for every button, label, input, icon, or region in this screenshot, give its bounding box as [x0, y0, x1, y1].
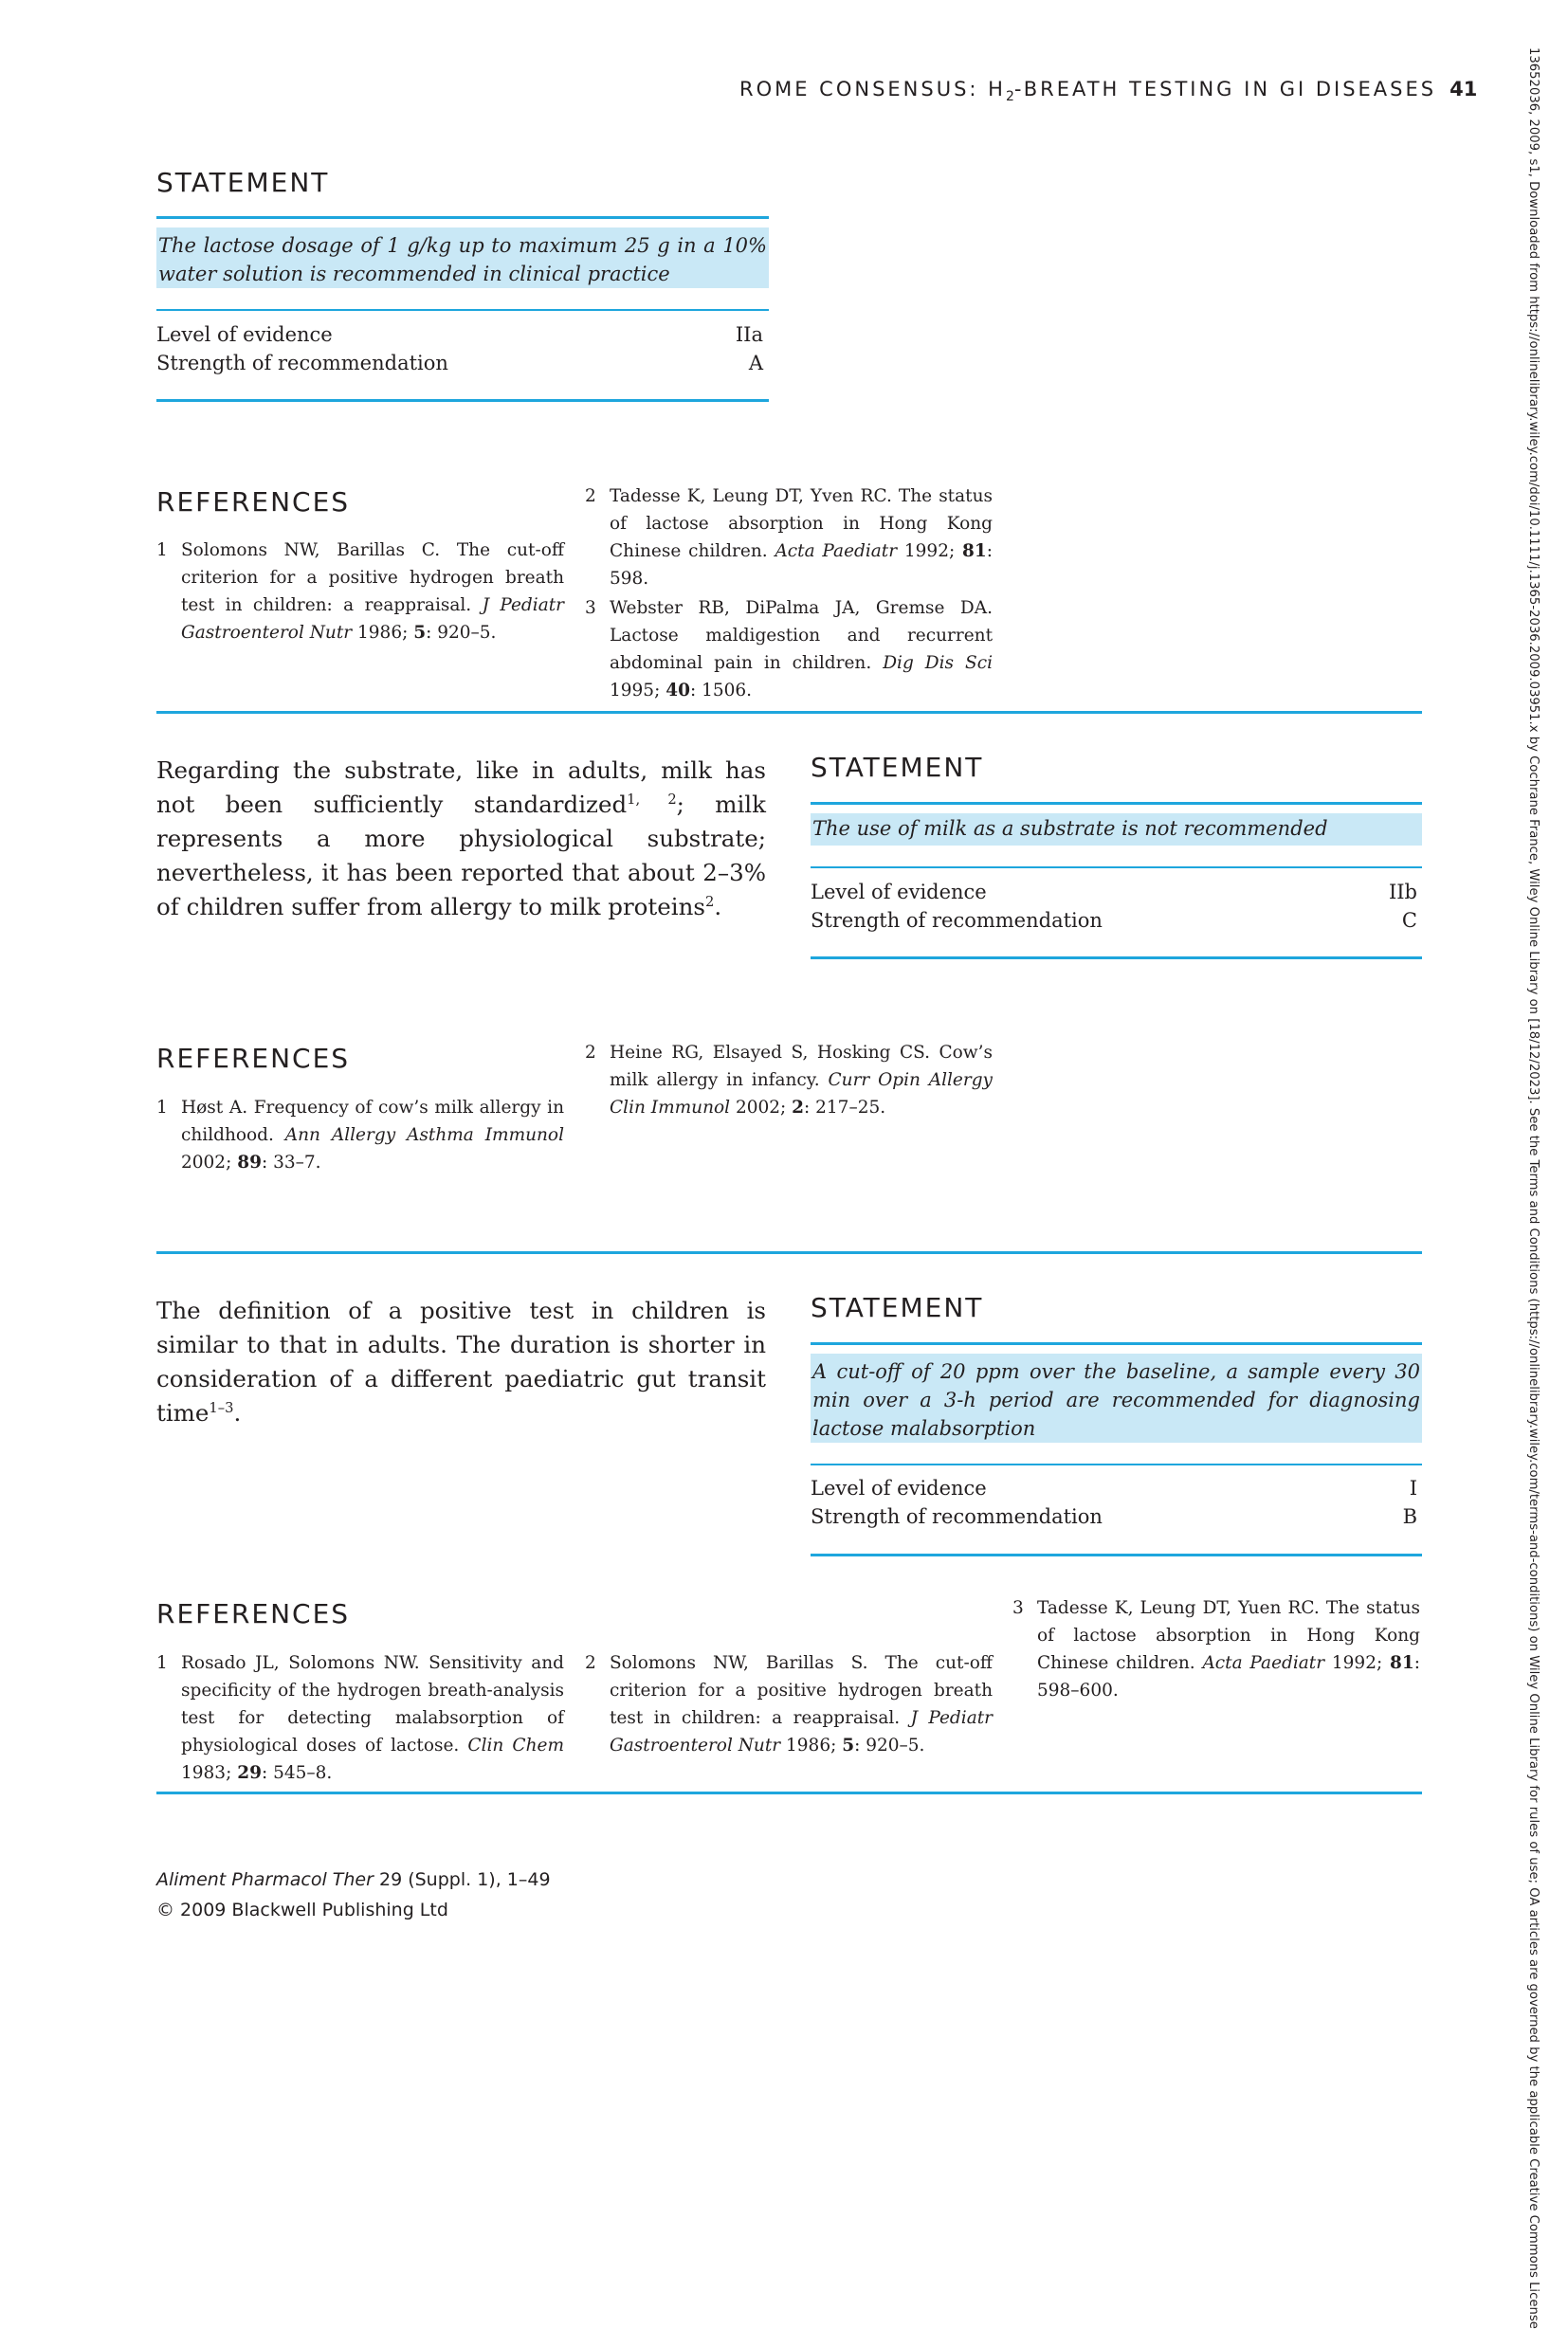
strength-label: Strength of recommendation [156, 352, 448, 374]
reference-item: 1 Høst A. Frequency of cow’s milk allergy in childhood. Ann Allergy Asthma Immunol 2002; 89: 33–7. [156, 1098, 564, 1173]
download-note: 13652036, 2009, s1, Downloaded from https://onlinelibrary.wiley.com/doi/10.1111/j.1365-2036.2009.03951.x by Cochrane France, Wiley Online Library on [18/12/2023]. See the Terms and Conditions (https://onlinelibrary.wiley.com/terms-and-conditions) on Wiley Online Library for rules of use; OA articles are governed by the applicable Creative Commons License [1526, 47, 1541, 2329]
evidence-table [156, 320, 763, 377]
statement-bottom-rule [811, 1554, 1422, 1556]
reference-item: 2 Heine RG, Elsayed S, Hosking CS. Cow’s milk allergy in infancy. Curr Opin Allergy Clin Immunol 2002; 2: 217–25. [585, 1043, 994, 1118]
reference-list [156, 1094, 564, 1176]
copyright: © 2009 Blackwell Publishing Ltd [156, 1900, 448, 1920]
strength-label: Strength of recommendation [811, 909, 1103, 932]
level-value: I [1409, 1477, 1417, 1500]
statement-bottom-rule [156, 399, 769, 402]
reference-item: 2 Solomons NW, Barillas S. The cut-off criterion for a positive hydrogen breath test in children: a reappraisal. J Pediatr Gastroenterol Nutr 1986; 5: 920–5. [585, 1653, 994, 1756]
reference-list [585, 1649, 993, 1759]
statement-top-rule [811, 802, 1422, 805]
statement-top-rule [156, 216, 769, 219]
level-label: Level of evidence [156, 323, 333, 346]
reference-item: 3 Tadesse K, Leung DT, Yuen RC. The status of lactose absorption in Hong Kong Chinese children. Acta Paediatr 1992; 81: 598–600. [1012, 1598, 1420, 1701]
references-heading: REFERENCES [156, 1043, 351, 1074]
level-value: IIb [1388, 881, 1417, 903]
reference-item: 1 Rosado JL, Solomons NW. Sensitivity and specificity of the hydrogen breath-analysis test for detecting malabsorption of physiological doses of lactose. Clin Chem 1983; 29: 545–8. [156, 1653, 564, 1783]
evidence-table [811, 878, 1417, 935]
running-header [739, 78, 1478, 105]
statement-heading: STATEMENT [156, 167, 330, 198]
reference-list [156, 1649, 564, 1787]
reference-item: 1 Solomons NW, Barillas C. The cut-off criterion for a positive hydrogen breath test in children: a reappraisal. J Pediatr Gastroenterol Nutr 1986; 5: 920–5. [156, 540, 565, 643]
level-label: Level of evidence [811, 881, 987, 903]
running-title: ROME CONSENSUS: $H_2$-BREATH TESTING IN GI DISEASES [739, 78, 1437, 105]
reference-list [1012, 1594, 1420, 1704]
statement-text: A cut-off of 20 ppm over the baseline, a sample every 30 min over a 3-h period are recommended for diagnosing lactose malabsorption [811, 1354, 1422, 1443]
statement-bottom-rule [811, 956, 1422, 959]
section-rule [156, 711, 1422, 714]
references-heading: REFERENCES [156, 1598, 351, 1629]
level-label: Level of evidence [811, 1477, 987, 1500]
statement-divider [811, 1464, 1422, 1465]
reference-list [585, 482, 993, 704]
statement-heading: STATEMENT [811, 1292, 984, 1323]
strength-label: Strength of recommendation [811, 1505, 1103, 1528]
statement-text: The use of milk as a substrate is not recommended [811, 813, 1422, 846]
strength-value: B [1402, 1505, 1417, 1528]
statement-heading: STATEMENT [811, 752, 984, 783]
level-value: IIa [735, 323, 763, 346]
reference-list [585, 1039, 993, 1121]
strength-value: A [748, 352, 763, 374]
reference-item: 2 Tadesse K, Leung DT, Yven RC. The status of lactose absorption in Hong Kong Chinese children. Acta Paediatr 1992; 81: 598. [585, 486, 993, 589]
body-paragraph: Regarding the substrate, like in adults, milk has not been sufficiently standardized$^{1, 2}$; milk represents a more physiological substrate; nevertheless, it has been reported that about 2–3% of children suffer from allergy to milk proteins$^2$. [156, 756, 766, 920]
statement-text: The lactose dosage of 1 g/kg up to maximum 25 g in a 10% water solution is recommended in clinical practice [156, 227, 769, 288]
reference-list [156, 537, 564, 646]
section-rule [156, 1792, 1422, 1794]
footer [156, 1865, 551, 1925]
section-rule [156, 1251, 1422, 1254]
references-heading: REFERENCES [156, 486, 351, 518]
body-paragraph: The definition of a positive test in children is similar to that in adults. The duration is shorter in consideration of a different paediatric gut transit time$^{1-3}$. [156, 1297, 766, 1427]
journal-citation: Aliment Pharmacol Ther 29 (Suppl. 1), 1–49 [156, 1869, 551, 1890]
strength-value: C [1401, 909, 1417, 932]
statement-top-rule [811, 1342, 1422, 1345]
statement-divider [811, 866, 1422, 868]
page-number: 41 [1449, 78, 1478, 100]
evidence-table [811, 1474, 1417, 1531]
reference-item: 3 Webster RB, DiPalma JA, Gremse DA. Lactose maldigestion and recurrent abdominal pain in children. Dig Dis Sci 1995; 40: 1506. [585, 598, 993, 701]
statement-divider [156, 309, 769, 311]
